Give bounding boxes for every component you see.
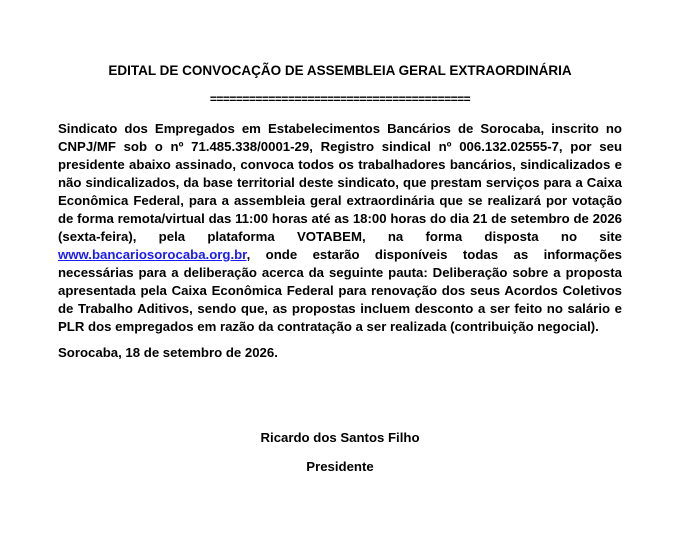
notice-title: EDITAL DE CONVOCAÇÃO DE ASSEMBLEIA GERAL EXTRAORDINÁRIA bbox=[108, 63, 572, 78]
notice-body bbox=[58, 120, 622, 336]
signatory-role: Presidente bbox=[306, 459, 374, 474]
signatory-name: Ricardo dos Santos Filho bbox=[260, 430, 420, 445]
body-text-part-2: , onde estarão disponíveis todas as informações necessárias para a deliberação acerca da seguinte pauta: Deliberação sobre a proposta apresentada pela Caixa Econômica Federal para renovação dos seus Acordos Coletivos de Trabalho Aditivos, sendo que, as propostas incluem desconto a ser feito no salário e PLR dos empregados em razão da contratação a ser realizada (contribuição negocial). bbox=[58, 247, 622, 334]
website-link[interactable]: www.bancariosorocaba.org.br bbox=[58, 247, 247, 262]
separator-line: ======================================== bbox=[209, 92, 471, 106]
place-date: Sorocaba, 18 de setembro de 2026. bbox=[58, 345, 278, 360]
body-text-part-1: Sindicato dos Empregados em Estabelecimentos Bancários de Sorocaba, inscrito no CNPJ/MF sob o nº 71.485.338/0001-29, Registro sindical nº 006.132.02555-7, por seu presidente abaixo assinado, convoca todos os trabalhadores bancários, sindicalizados e não sindicalizados, da base territorial deste sindicato, que prestam serviços para a Caixa Econômica Federal, para a assembleia geral extraordinária que se realizará por votação de forma remota/virtual das 11:00 horas até as 18:00 horas do dia 21 de setembro de 2026 (sexta-feira), pela plataforma VOTABEM, na forma disposta no site bbox=[58, 121, 622, 244]
